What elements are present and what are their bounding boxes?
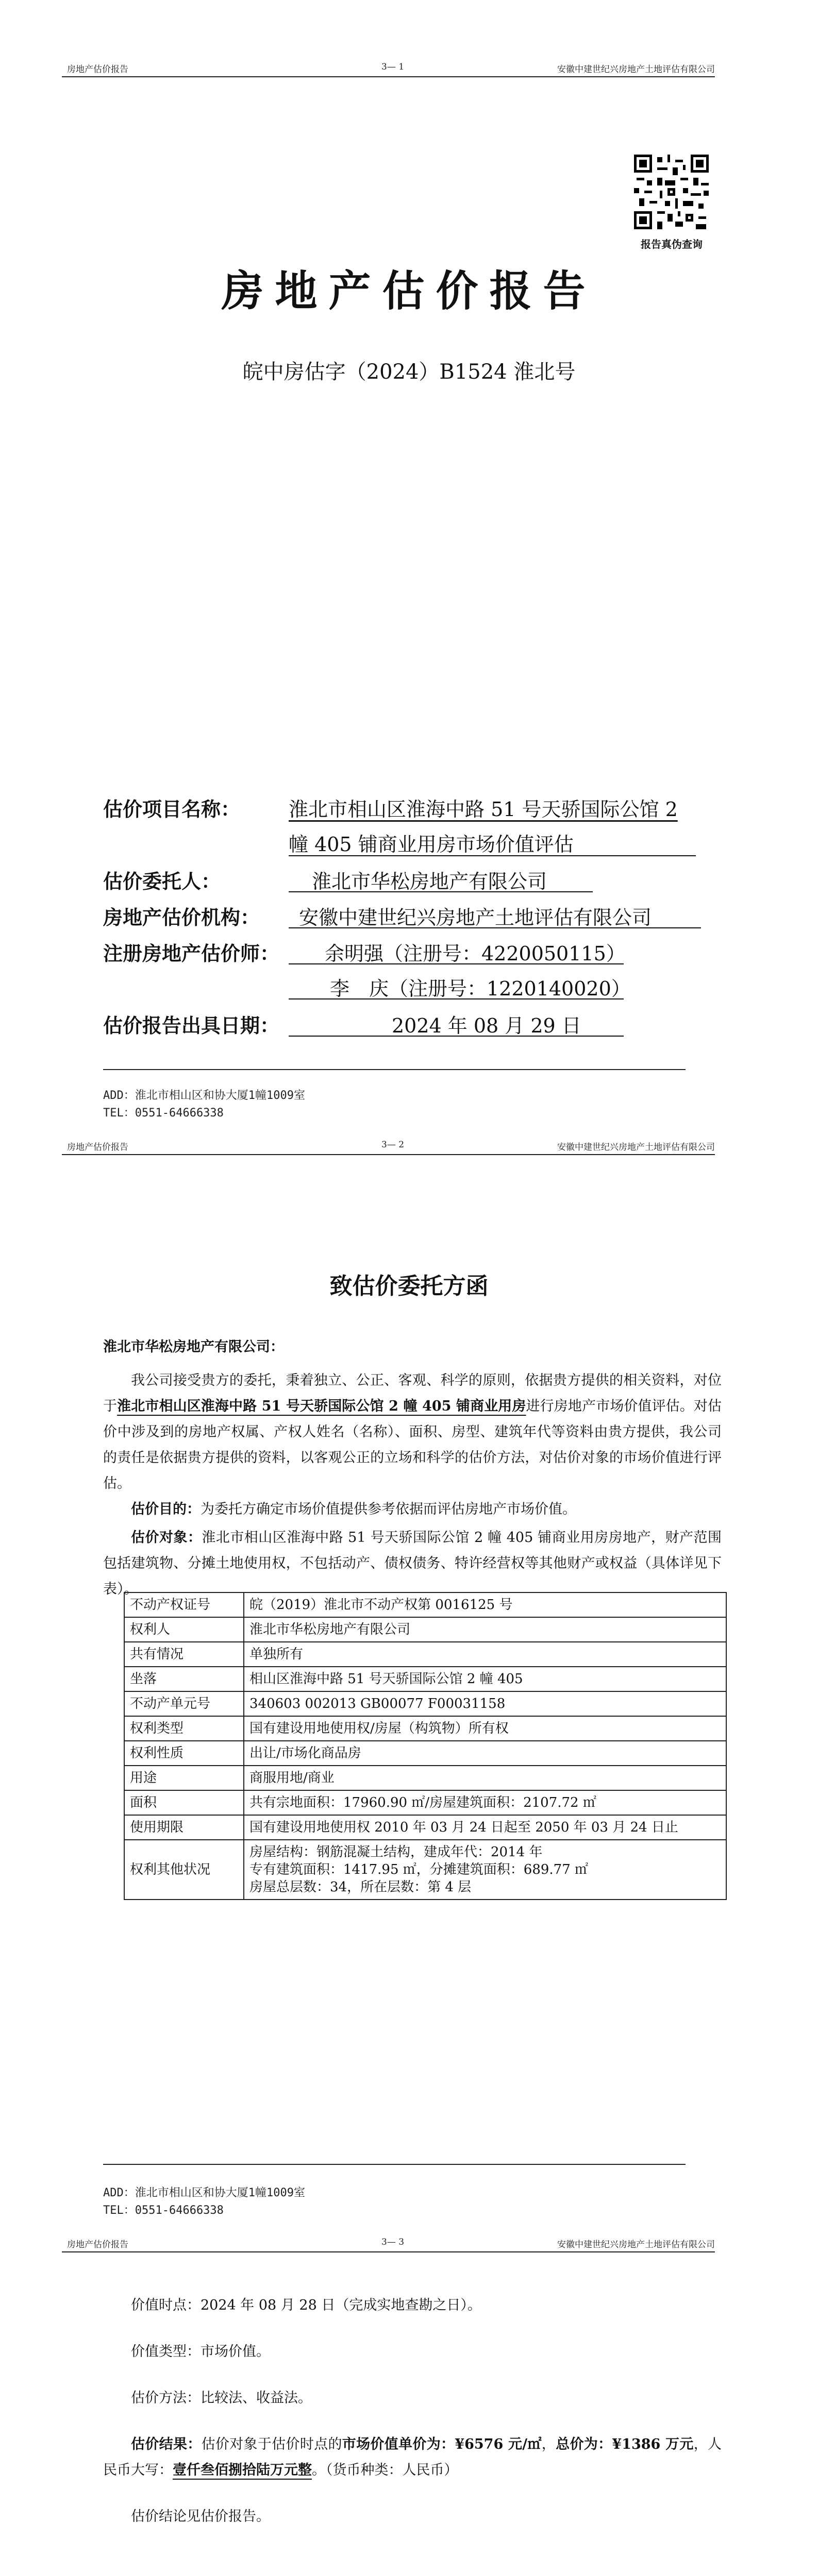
table-row: 权利类型 国有建设用地使用权/房屋（构筑物）所有权 [124, 1716, 726, 1741]
agency-value: 安徽中建世纪兴房地产土地评估有限公司 [299, 906, 652, 929]
letter-title: 致估价委托方函 [329, 1273, 489, 1299]
letter-addressee: 淮北市华松房地产有限公司： [103, 1339, 284, 1355]
valuation-result: 估价结果：估价对象于估价时点的市场价值单价为：¥6576 元/㎡，总价为：¥1386 万元，人民币大写：壹仟叁佰捌拾陆万元整。（货币种类：人民币） [103, 2436, 722, 2478]
header-right: 安徽中建世纪兴房地产土地评估有限公司 [557, 1142, 715, 1153]
header-rule [62, 1154, 715, 1155]
table-row: 坐落 相山区淮海中路 51 号天骄国际公馆 2 幢 405 [124, 1667, 726, 1691]
table-row: 面积 共有宗地面积：17960.90 ㎡/房屋建筑面积：2107.72 ㎡ [124, 1790, 726, 1815]
report-title: 房地产估价报告 [221, 266, 597, 316]
header-left: 房地产估价报告 [67, 2240, 128, 2250]
table-row: 权利其他状况 房屋结构：钢筋混凝土结构，建成年代：2014 年 专有建筑面积：1417.95 ㎡，分摊建筑面积：689.77 ㎡ 房屋总层数：34，所在层数：第 4 层 [124, 1840, 726, 1900]
issue-date-value: 2024 年 08 月 29 日 [392, 1014, 581, 1037]
property-table [124, 1592, 727, 1900]
project-name-label: 估价项目名称： [103, 798, 241, 821]
project-name-value-line2: 幢 405 铺商业用房市场价值评估 [289, 833, 574, 856]
table-row: 用途 商服用地/商业 [124, 1766, 726, 1790]
footer-address: ADD：淮北市相山区和协大厦1幢1009室 [103, 1089, 305, 1102]
qr-caption: 报告真伪查询 [641, 238, 703, 250]
agency-underline [289, 927, 701, 928]
table-row: 不动产权证号 皖（2019）淮北市不动产权第 0016125 号 [124, 1592, 726, 1617]
report-number: 皖中房估字（2024）B1524 淮北号 [242, 360, 576, 384]
table-row: 权利人 淮北市华松房地产有限公司 [124, 1617, 726, 1642]
footer-tel: TEL：0551-64666338 [103, 1107, 224, 1120]
appraiser-label: 注册房地产估价师： [103, 942, 280, 965]
agency-label: 房地产估价机构： [103, 906, 260, 929]
project-name-underline [289, 855, 696, 856]
issue-date-underline [289, 1036, 624, 1037]
valuation-methods: 估价方法：比较法、收益法。 [131, 2390, 312, 2406]
header-left: 房地产估价报告 [67, 64, 128, 75]
page-header [0, 2231, 818, 2262]
header-rule [62, 76, 715, 77]
value-date: 价值时点：2024 年 08 月 28 日（完成实地查勘之日）。 [131, 2297, 481, 2313]
header-left: 房地产估价报告 [67, 1142, 128, 1153]
issue-date-label: 估价报告出具日期： [103, 1014, 280, 1037]
page-footer-1 [103, 1087, 305, 1122]
table-row: 使用期限 国有建设用地使用权 2010 年 03 月 24 日起至 2050 年 03 月 24 日止 [124, 1815, 726, 1840]
object-paragraph: 估价对象：淮北市相山区淮海中路 51 号天骄国际公馆 2 幢 405 铺商业用房房地产，财产范围包括建筑物、分摊土地使用权，不包括动产、债权债务、特许经营权等其他财产或权益（具体详见下表）。 [103, 1530, 722, 1597]
header-page-number: 3— 1 [381, 62, 405, 72]
page-footer-2 [103, 2184, 305, 2219]
header-right: 安徽中建世纪兴房地产土地评估有限公司 [557, 2240, 715, 2250]
purpose-paragraph: 估价目的：为委托方确定市场价值提供参考依据而评估房地产市场价值。 [131, 1501, 576, 1517]
appraiser-1: 余明强（注册号：4220050115） [325, 942, 626, 965]
appraiser-2-underline [289, 998, 624, 999]
project-name-value-line1: 淮北市相山区淮海中路 51 号天骄国际公馆 2 [289, 798, 678, 821]
header-page-number: 3— 2 [381, 1140, 405, 1150]
qr-code[interactable] [634, 155, 709, 229]
value-type: 价值类型：市场价值。 [131, 2344, 270, 2360]
client-underline [289, 891, 593, 892]
client-label: 估价委托人： [103, 870, 221, 893]
conclusion-note: 估价结论见估价报告。 [131, 2509, 270, 2524]
header-page-number: 3— 3 [381, 2237, 405, 2247]
header-right: 安徽中建世纪兴房地产土地评估有限公司 [557, 64, 715, 75]
appraiser-2: 李 庆（注册号：1220140020） [330, 977, 631, 1000]
footer-address: ADD：淮北市相山区和协大厦1幢1009室 [103, 2187, 305, 2199]
table-row: 共有情况 单独所有 [124, 1642, 726, 1667]
appraiser-1-underline [289, 963, 624, 964]
page-header [0, 56, 818, 87]
table-row: 不动产单元号 340603 002013 GB00077 F00031158 [124, 1691, 726, 1716]
footer-rule [103, 2164, 686, 2165]
footer-tel: TEL：0551-64666338 [103, 2204, 224, 2217]
table-row: 权利性质 出让/市场化商品房 [124, 1741, 726, 1766]
letter-paragraph-1: 我公司接受贵方的委托，秉着独立、公正、客观、科学的原则，依据贵方提供的相关资料，对位于淮北市相山区淮海中路 51 号天骄国际公馆 2 幢 405 铺商业用房进行房地产市场价值评估。对估价中涉及到的房地产权属、产权人姓名（名称）、面积、房型、建筑年代等资料由贵方提供，我公司的责任是依据贵方提供的资料，以客观公正的立场和科学的估价方法，对估价对象的市场价值进行评估。 [103, 1372, 722, 1492]
header-rule [62, 2251, 715, 2252]
footer-rule [103, 1069, 686, 1070]
client-value: 淮北市华松房地产有限公司 [312, 870, 547, 893]
page-header [0, 1133, 818, 1164]
